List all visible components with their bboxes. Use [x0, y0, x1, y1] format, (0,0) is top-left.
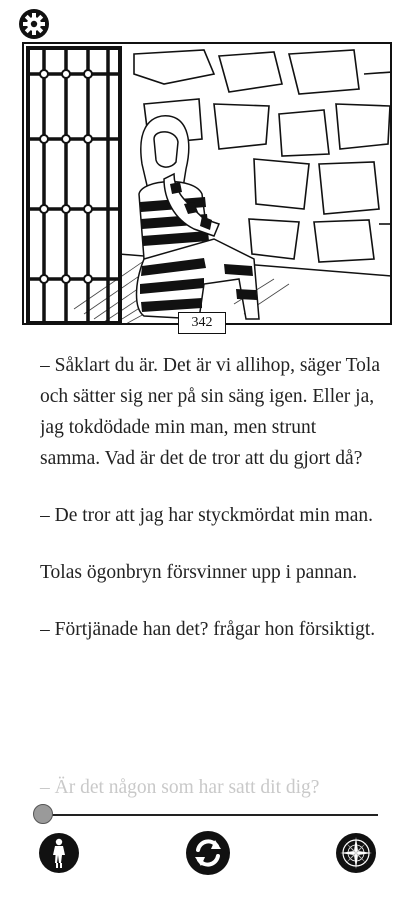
story-paragraph: – De tror att jag har styckmördat min man.	[40, 505, 374, 526]
story-paragraph: – Såklart du är. Det är vi allihop, säger Tola och sätter sig ner på sin säng igen. Eller ja, jag tokdödade min man, men strunt samma. Vad är det de tror att du gjort då?	[40, 355, 380, 469]
character-silhouette-icon	[39, 833, 79, 873]
progress-slider-track[interactable]	[42, 814, 378, 816]
character-button[interactable]	[39, 833, 79, 873]
story-paragraph: Tolas ögonbryn försvinner upp i pannan.	[40, 562, 358, 583]
page-number-badge: 342	[178, 312, 226, 334]
refresh-button[interactable]	[186, 831, 230, 875]
settings-gear-icon[interactable]	[18, 8, 50, 40]
compass-icon	[336, 833, 376, 873]
text-fade	[40, 708, 380, 742]
next-choice-text[interactable]: – Är det någon som har satt dit dig?	[40, 777, 320, 798]
story-text	[40, 350, 380, 742]
progress-slider-thumb[interactable]	[33, 804, 53, 824]
refresh-icon	[186, 831, 230, 875]
story-paragraph: – Förtjänade han det? frågar hon försiktigt.	[40, 619, 376, 640]
scene-illustration	[22, 42, 392, 325]
compass-button[interactable]	[336, 833, 376, 873]
